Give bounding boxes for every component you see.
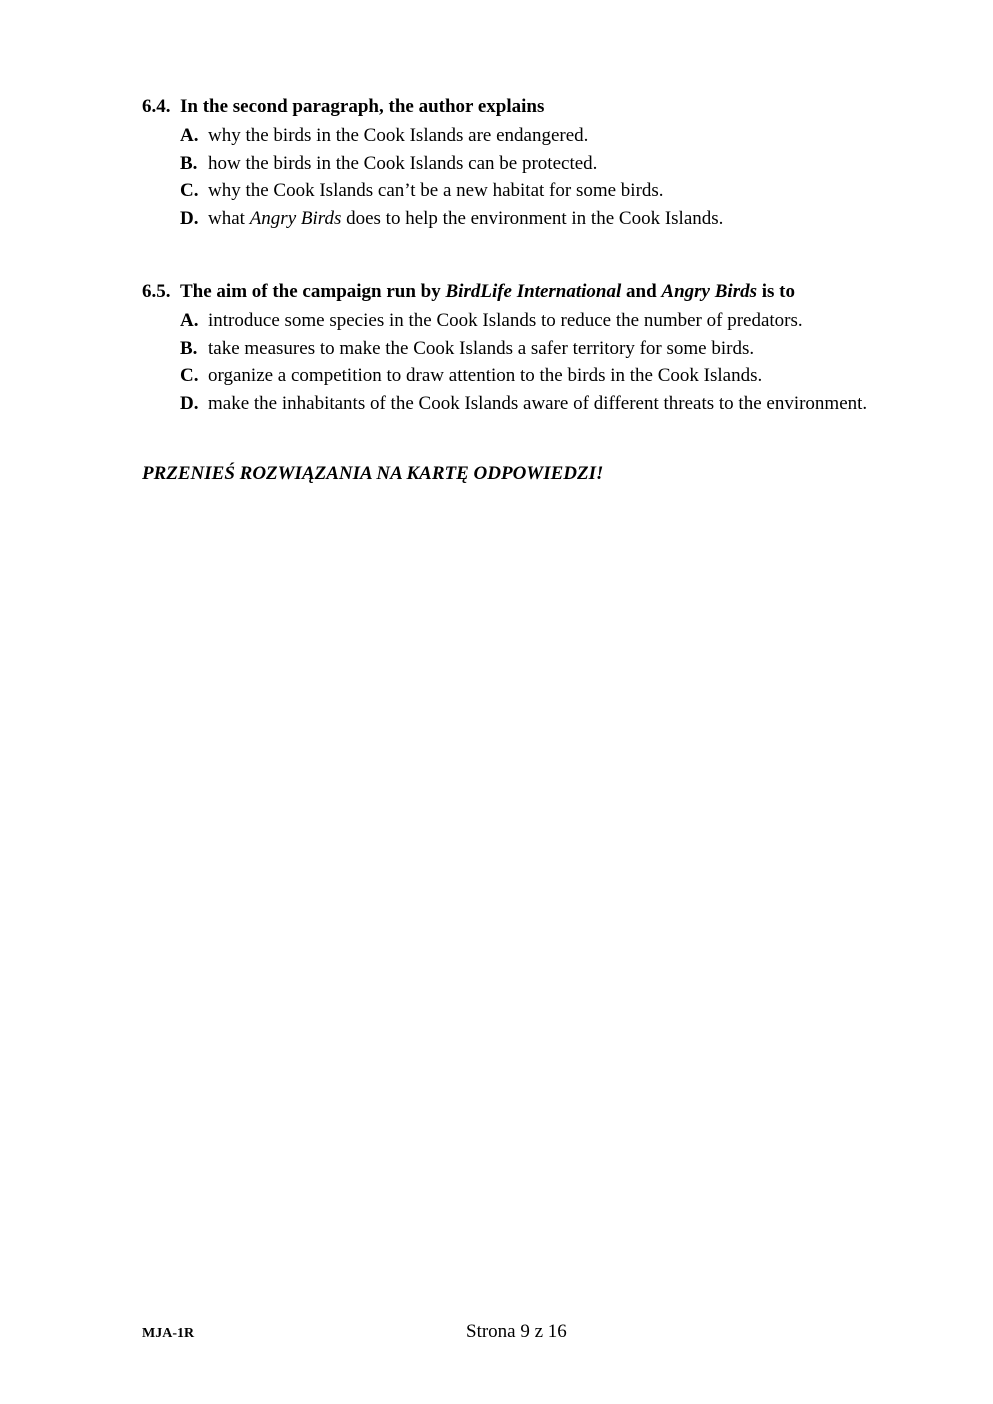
option-text: [208, 205, 723, 233]
stem-part: is to: [756, 281, 795, 302]
page-number: Strona 9 z 16: [466, 1321, 567, 1342]
question-stem: [142, 280, 942, 304]
option-letter: B.: [180, 152, 198, 174]
option-text-italic: Angry Birds: [249, 207, 342, 229]
option-text: organize a competition to draw attention to the birds in the Cook Islands.: [208, 365, 763, 386]
option-a: [180, 307, 942, 335]
option-a: [180, 122, 942, 150]
option-text: how the birds in the Cook Islands can be protected.: [208, 152, 598, 174]
option-text-before: what: [208, 207, 250, 229]
option-letter: A.: [180, 310, 199, 331]
option-d: [180, 205, 942, 233]
question-text: In the second paragraph, the author explains: [180, 96, 545, 117]
option-text: introduce some species in the Cook Islands to reduce the number of predators.: [208, 310, 803, 331]
option-d: [180, 390, 942, 418]
option-text-after: does to help the environment in the Cook Islands.: [341, 207, 724, 229]
answer-options: [180, 307, 942, 417]
option-letter: D.: [180, 207, 199, 229]
option-b: [180, 335, 942, 363]
option-letter: D.: [180, 392, 199, 414]
question-number: 6.5.: [142, 281, 171, 302]
stem-part: and: [621, 281, 662, 302]
transfer-answers-instruction: PRZENIEŚ ROZWIĄZANIA NA KARTĘ ODPOWIEDZI!: [142, 463, 604, 484]
option-letter: C.: [180, 365, 199, 386]
option-text: why the birds in the Cook Islands are endangered.: [208, 125, 589, 146]
question-stem: [142, 95, 942, 119]
answer-options: [180, 122, 942, 232]
option-text: make the inhabitants of the Cook Islands aware of different threats to the environment.: [208, 392, 868, 414]
exam-code: MJA-1R: [142, 1326, 195, 1341]
stem-italic-part: Angry Birds: [661, 281, 757, 302]
stem-part: The aim of the campaign run by: [180, 281, 446, 302]
option-c: [180, 177, 942, 205]
option-text: take measures to make the Cook Islands a safer territory for some birds.: [208, 337, 755, 359]
option-c: [180, 362, 942, 390]
question-6-5: [142, 280, 942, 417]
option-text: why the Cook Islands can’t be a new habitat for some birds.: [208, 180, 664, 201]
question-text: [180, 280, 795, 304]
option-letter: C.: [180, 180, 199, 201]
option-letter: A.: [180, 125, 199, 146]
question-6-4: [142, 95, 942, 232]
option-letter: B.: [180, 337, 198, 359]
stem-italic-part: BirdLife International: [445, 281, 622, 302]
question-number: 6.4.: [142, 96, 171, 117]
option-b: [180, 150, 942, 178]
